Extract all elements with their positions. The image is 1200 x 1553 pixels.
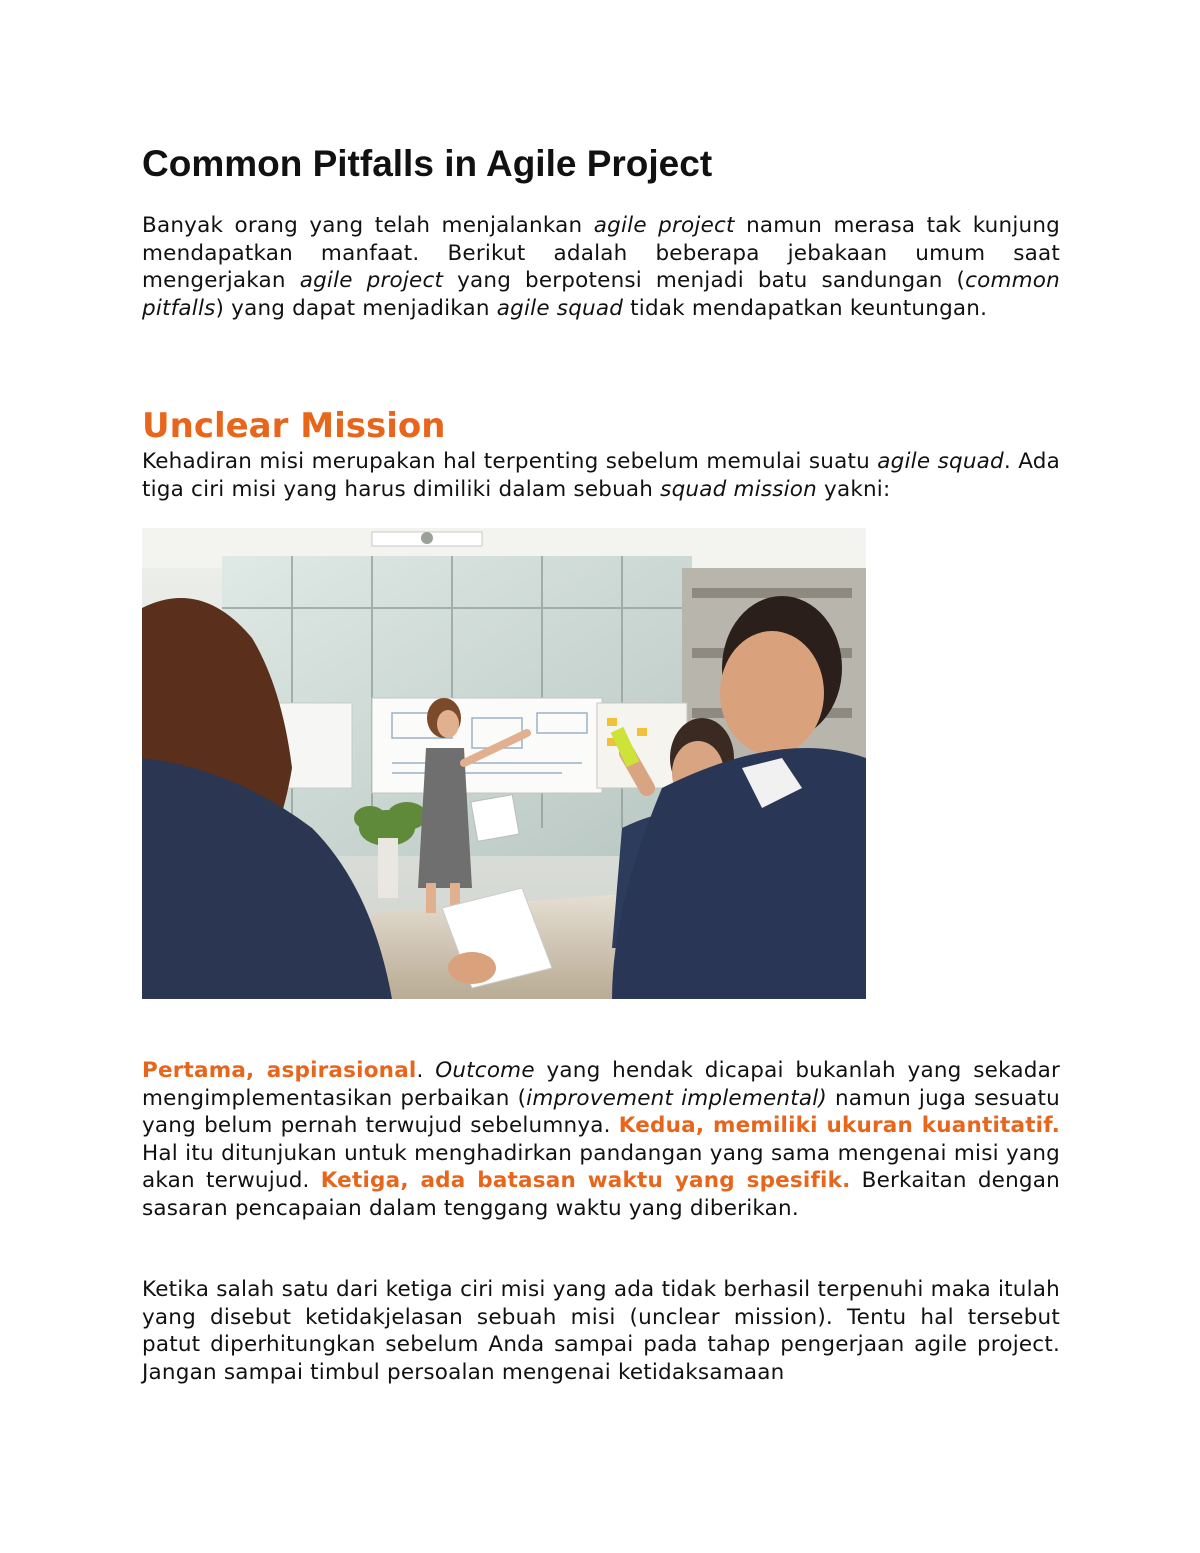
meeting-photo-illustration	[142, 528, 866, 999]
trait-third-highlight: Ketiga, ada batasan waktu yang spesifik.	[320, 1168, 851, 1193]
traits-paragraph: Pertama, aspirasional. Outcome yang hendak dicapai bukanlah yang sekadar mengimplementasikan perbaikan (improvement implemental) namun juga sesuatu yang belum pernah terwujud sebelumnya. Kedua, memiliki ukuran kuantitatif. Hal itu ditunjukan untuk menghadirkan pandangan yang sama mengenai misi yang akan terwujud. Ketiga, ada batasan waktu yang spesifik. Berkaitan dengan sasaran pencapaian dalam tenggang waktu yang diberikan.	[142, 1058, 1060, 1221]
trait-first-highlight: Pertama, aspirasional	[142, 1058, 417, 1083]
intro-paragraph: Banyak orang yang telah menjalankan agile project namun merasa tak kunjung mendapatkan manfaat. Berikut adalah beberapa jebakaan umum saat mengerjakan agile project yang berpotensi menjadi batu sandungan (common pitfalls) yang dapat menjadikan agile squad tidak mendapatkan keuntungan.	[142, 213, 1061, 321]
meeting-photo	[142, 528, 866, 999]
document-title: Common Pitfalls in Agile Project	[142, 143, 713, 184]
section-heading-unclear-mission: Unclear Mission	[142, 406, 446, 446]
mission-intro-paragraph: Kehadiran misi merupakan hal terpenting sebelum memulai suatu agile squad. Ada tiga ciri misi yang harus dimiliki dalam sebuah squad mission yakni:	[142, 449, 1060, 502]
closing-paragraph: Ketika salah satu dari ketiga ciri misi yang ada tidak berhasil terpenuhi maka itulah yang disebut ketidakjelasan sebuah misi (unclear mission). Tentu hal tersebut patut diperhitungkan sebelum Anda sampai pada tahap pengerjaan agile project. Jangan sampai timbul persoalan mengenai ketidaksamaan	[142, 1277, 1060, 1385]
trait-second-highlight: Kedua, memiliki ukuran kuantitatif.	[618, 1113, 1060, 1138]
